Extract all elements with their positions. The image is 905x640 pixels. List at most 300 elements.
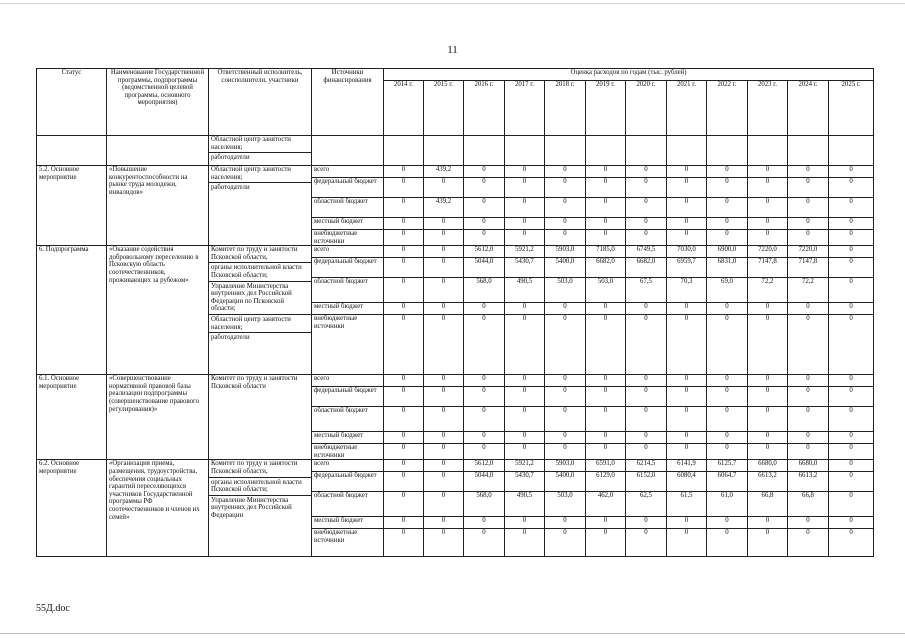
value-cell: 0 xyxy=(384,198,424,218)
value-cell: 0 xyxy=(424,444,464,460)
value-cell: 0 xyxy=(545,444,586,460)
source-cell: всего xyxy=(312,460,384,472)
value-cell: 0 xyxy=(505,432,545,444)
source-cell: местный бюджет xyxy=(312,432,384,444)
value-cell: 0 xyxy=(829,246,874,258)
value-cell: 0 xyxy=(464,432,505,444)
value-cell: 61,5 xyxy=(667,492,707,517)
responsible-cell xyxy=(209,460,312,557)
value-cell: 5430,7 xyxy=(505,258,545,278)
value-cell: 0 xyxy=(626,375,667,387)
value-cell: 0 xyxy=(829,278,874,303)
value-cell: 0 xyxy=(505,517,545,529)
value-cell: 0 xyxy=(545,432,586,444)
value-cell: 0 xyxy=(748,407,788,432)
value-cell: 0 xyxy=(384,278,424,303)
value-cell: 0 xyxy=(829,303,874,315)
value-cell: 0 xyxy=(788,315,829,375)
value-cell: 0 xyxy=(626,444,667,460)
value-cell: 0 xyxy=(424,218,464,230)
source-cell: областной бюджет xyxy=(312,198,384,218)
header-year: 2020 г. xyxy=(626,81,667,136)
value-cell: 0 xyxy=(464,230,505,246)
header-name: Наименование Государственной программы, подпрограммы (ведомственной целевой программы, основного мероприятия) xyxy=(107,69,209,136)
source-cell: местный бюджет xyxy=(312,303,384,315)
value-cell: 0 xyxy=(626,517,667,529)
value-cell: 0 xyxy=(707,529,748,557)
responsible-line: Комитет по труду и занятости Псковской области, xyxy=(211,246,298,261)
value-cell: 490,5 xyxy=(505,278,545,303)
source-cell: областной бюджет xyxy=(312,407,384,432)
value-cell: 0 xyxy=(384,315,424,375)
value-cell: 0 xyxy=(505,529,545,557)
value-cell: 0 xyxy=(788,407,829,432)
value-cell: 439,2 xyxy=(424,198,464,218)
value-cell: 6680,0 xyxy=(748,460,788,472)
value-cell: 0 xyxy=(707,432,748,444)
value-cell: 0 xyxy=(424,472,464,492)
value-cell: 0 xyxy=(707,444,748,460)
table-row xyxy=(37,375,874,387)
table-row xyxy=(37,166,874,178)
value-cell: 0 xyxy=(667,529,707,557)
value-cell: 6680,0 xyxy=(788,460,829,472)
value-cell: 0 xyxy=(829,375,874,387)
header-year: 2016 г. xyxy=(464,81,505,136)
source-cell: внебюджетные источники xyxy=(312,315,384,375)
value-cell: 0 xyxy=(788,387,829,407)
source-cell: всего xyxy=(312,246,384,258)
value-cell: 0 xyxy=(748,432,788,444)
value-cell: 0 xyxy=(667,230,707,246)
value-cell: 0 xyxy=(667,166,707,178)
value-cell: 0 xyxy=(586,303,626,315)
value-cell: 0 xyxy=(788,218,829,230)
value-cell: 0 xyxy=(626,218,667,230)
value-cell: 0 xyxy=(667,375,707,387)
value-cell: 0 xyxy=(626,230,667,246)
value-cell: 7147,8 xyxy=(788,258,829,278)
value-cell: 0 xyxy=(626,315,667,375)
value-cell: 490,5 xyxy=(505,492,545,517)
value-cell: 0 xyxy=(829,432,874,444)
value-cell: 0 xyxy=(788,303,829,315)
header-year: 2015 г. xyxy=(424,81,464,136)
value-cell: 0 xyxy=(667,407,707,432)
value-cell: 0 xyxy=(464,387,505,407)
responsible-line: Управление Министерства внутренних дел Российской Федерации xyxy=(209,495,311,520)
responsible-cell xyxy=(209,166,312,246)
value-cell: 0 xyxy=(464,218,505,230)
value-cell: 0 xyxy=(384,517,424,529)
header-year: 2017 г. xyxy=(505,81,545,136)
value-cell: 0 xyxy=(384,246,424,258)
value-cell: 0 xyxy=(707,218,748,230)
value-cell: 5400,0 xyxy=(545,472,586,492)
name-cell: «Совершенствование нормативной правовой базы реализации подпрограммы (совершенствование правового регулирования)» xyxy=(107,375,209,460)
value-cell: 0 xyxy=(748,315,788,375)
value-cell: 503,0 xyxy=(586,278,626,303)
value-cell: 0 xyxy=(586,375,626,387)
value-cell: 0 xyxy=(545,375,586,387)
value-cell: 0 xyxy=(505,315,545,375)
value-cell: 0 xyxy=(829,529,874,557)
value-cell: 0 xyxy=(626,432,667,444)
value-cell: 0 xyxy=(707,517,748,529)
value-cell: 0 xyxy=(464,444,505,460)
value-cell: 6682,0 xyxy=(586,258,626,278)
value-cell: 0 xyxy=(424,303,464,315)
responsible-line: работодатели xyxy=(209,332,311,342)
value-cell: 0 xyxy=(626,303,667,315)
value-cell: 6959,7 xyxy=(667,258,707,278)
header-status: Статус xyxy=(37,69,107,136)
value-cell: 0 xyxy=(505,375,545,387)
responsible-line: Комитет по труду и занятости Псковской области xyxy=(211,375,298,390)
source-cell: местный бюджет xyxy=(312,218,384,230)
value-cell: 0 xyxy=(707,198,748,218)
responsible-line: органы исполнительной власти Псковской области; xyxy=(209,477,311,494)
value-cell: 0 xyxy=(788,432,829,444)
source-cell: всего xyxy=(312,375,384,387)
value-cell: 0 xyxy=(384,387,424,407)
footer-filename: 55Д.doc xyxy=(36,603,70,614)
value-cell: 0 xyxy=(829,230,874,246)
value-cell: 7220,0 xyxy=(748,246,788,258)
value-cell: 0 xyxy=(748,529,788,557)
value-cell: 66,8 xyxy=(788,492,829,517)
value-cell: 0 xyxy=(788,375,829,387)
value-cell: 62,5 xyxy=(626,492,667,517)
value-cell: 5903,0 xyxy=(545,460,586,472)
value-cell: 0 xyxy=(586,218,626,230)
continuation-status xyxy=(37,136,107,166)
value-cell: 0 xyxy=(586,444,626,460)
value-cell: 0 xyxy=(384,460,424,472)
value-cell: 0 xyxy=(384,303,424,315)
value-cell: 0 xyxy=(707,166,748,178)
page-number: 11 xyxy=(447,44,458,56)
value-cell: 0 xyxy=(464,198,505,218)
source-cell: всего xyxy=(312,166,384,178)
value-cell: 0 xyxy=(788,198,829,218)
status-cell: 6.1. Основное мероприятие xyxy=(37,375,107,460)
value-cell: 0 xyxy=(586,315,626,375)
value-cell: 0 xyxy=(788,166,829,178)
value-cell: 0 xyxy=(424,230,464,246)
value-cell: 0 xyxy=(829,166,874,178)
value-cell: 7185,0 xyxy=(586,246,626,258)
source-cell: внебюджетные источники xyxy=(312,444,384,460)
responsible-line: работодатели xyxy=(209,152,311,162)
value-cell: 0 xyxy=(667,432,707,444)
value-cell: 0 xyxy=(626,198,667,218)
value-cell: 0 xyxy=(586,387,626,407)
value-cell: 67,5 xyxy=(626,278,667,303)
value-cell: 0 xyxy=(545,178,586,198)
value-cell: 0 xyxy=(707,375,748,387)
value-cell: 0 xyxy=(505,166,545,178)
value-cell: 0 xyxy=(667,303,707,315)
value-cell: 6080,4 xyxy=(667,472,707,492)
name-cell: «Организация приема, размещения, трудоустройства, обеспечения социальных гарантий переселяющихся участников Государственной программы РФ соотечественников и членов их семей» xyxy=(107,460,209,557)
value-cell: 439,2 xyxy=(424,166,464,178)
responsible-cell xyxy=(209,375,312,460)
value-cell: 0 xyxy=(829,387,874,407)
source-cell: федеральный бюджет xyxy=(312,178,384,198)
table-row xyxy=(37,246,874,258)
value-cell: 0 xyxy=(505,387,545,407)
value-cell: 0 xyxy=(545,407,586,432)
value-cell: 0 xyxy=(829,517,874,529)
value-cell: 6831,0 xyxy=(707,258,748,278)
value-cell: 0 xyxy=(829,444,874,460)
value-cell: 0 xyxy=(829,218,874,230)
value-cell: 0 xyxy=(384,472,424,492)
responsible-line: Областной центр занятости населения; xyxy=(209,314,311,331)
value-cell: 5430,7 xyxy=(505,472,545,492)
value-cell: 0 xyxy=(667,178,707,198)
value-cell: 0 xyxy=(748,166,788,178)
source-cell: внебюджетные источники xyxy=(312,529,384,557)
value-cell: 0 xyxy=(586,198,626,218)
value-cell: 0 xyxy=(707,230,748,246)
value-cell: 0 xyxy=(748,375,788,387)
value-cell: 0 xyxy=(464,407,505,432)
responsible-line: Областной центр занятости населения; xyxy=(211,166,291,181)
value-cell: 0 xyxy=(586,230,626,246)
value-cell: 0 xyxy=(545,517,586,529)
status-cell: 6.2. Основное мероприятие xyxy=(37,460,107,557)
value-cell: 0 xyxy=(505,444,545,460)
responsible-cell xyxy=(209,246,312,375)
source-cell: внебюджетные источники xyxy=(312,230,384,246)
value-cell: 6214,5 xyxy=(626,460,667,472)
value-cell: 0 xyxy=(788,230,829,246)
value-cell: 0 xyxy=(829,178,874,198)
value-cell: 0 xyxy=(586,178,626,198)
value-cell: 0 xyxy=(505,303,545,315)
value-cell: 568,0 xyxy=(464,278,505,303)
value-cell: 0 xyxy=(505,230,545,246)
value-cell: 0 xyxy=(748,230,788,246)
header-year: 2019 г. xyxy=(586,81,626,136)
value-cell: 69,0 xyxy=(707,278,748,303)
value-cell: 6152,0 xyxy=(626,472,667,492)
status-cell: 5.2. Основное мероприятие xyxy=(37,166,107,246)
value-cell: 0 xyxy=(748,387,788,407)
header-year: 2024 г. xyxy=(788,81,829,136)
value-cell: 6613,2 xyxy=(748,472,788,492)
value-cell: 503,0 xyxy=(545,492,586,517)
value-cell: 0 xyxy=(464,529,505,557)
value-cell: 5044,0 xyxy=(464,258,505,278)
value-cell: 6064,7 xyxy=(707,472,748,492)
value-cell: 0 xyxy=(424,278,464,303)
header-year: 2022 г. xyxy=(707,81,748,136)
value-cell: 0 xyxy=(586,529,626,557)
value-cell: 0 xyxy=(464,303,505,315)
value-cell: 0 xyxy=(384,444,424,460)
value-cell: 0 xyxy=(505,178,545,198)
value-cell: 6613,2 xyxy=(788,472,829,492)
value-cell: 61,0 xyxy=(707,492,748,517)
value-cell: 7030,0 xyxy=(667,246,707,258)
responsible-line: органы исполнительной власти Псковской области; xyxy=(209,262,311,279)
responsible-line: Областной центр занятости населения; xyxy=(211,136,291,151)
value-cell: 0 xyxy=(626,178,667,198)
value-cell: 0 xyxy=(424,432,464,444)
value-cell: 5921,2 xyxy=(505,246,545,258)
value-cell: 0 xyxy=(788,444,829,460)
source-cell: областной бюджет xyxy=(312,278,384,303)
value-cell: 0 xyxy=(829,460,874,472)
value-cell: 0 xyxy=(384,178,424,198)
value-cell: 0 xyxy=(707,407,748,432)
value-cell: 0 xyxy=(829,492,874,517)
value-cell: 0 xyxy=(424,246,464,258)
value-cell: 0 xyxy=(707,387,748,407)
value-cell: 0 xyxy=(545,230,586,246)
value-cell: 0 xyxy=(545,303,586,315)
value-cell: 72,2 xyxy=(788,278,829,303)
value-cell: 0 xyxy=(424,517,464,529)
continuation-source xyxy=(312,136,384,166)
value-cell: 6900,0 xyxy=(707,246,748,258)
header-year: 2018 г. xyxy=(545,81,586,136)
value-cell: 0 xyxy=(748,218,788,230)
value-cell: 0 xyxy=(707,303,748,315)
header-sources: Источники финансирования xyxy=(312,69,384,136)
value-cell: 5612,0 xyxy=(464,460,505,472)
value-cell: 0 xyxy=(626,166,667,178)
value-cell: 0 xyxy=(829,407,874,432)
name-cell: «Оказание содействия добровольному переселению в Псковскую область соотечественников, проживающих за рубежом» xyxy=(107,246,209,375)
scan-edge-top xyxy=(0,3,905,4)
value-cell: 0 xyxy=(545,198,586,218)
source-cell: федеральный бюджет xyxy=(312,387,384,407)
header-responsible: Ответственный исполнитель, соисполнители, участники xyxy=(209,69,312,136)
value-cell: 5400,0 xyxy=(545,258,586,278)
value-cell: 6129,0 xyxy=(586,472,626,492)
value-cell: 0 xyxy=(505,407,545,432)
value-cell: 0 xyxy=(464,315,505,375)
value-cell: 0 xyxy=(667,315,707,375)
responsible-line: Управление Министерства внутренних дел Российской Федерации по Псковской области; xyxy=(209,281,311,313)
value-cell: 0 xyxy=(748,303,788,315)
value-cell: 6591,0 xyxy=(586,460,626,472)
responsible-line: Комитет по труду и занятости Псковской области, xyxy=(211,460,298,475)
source-cell: местный бюджет xyxy=(312,517,384,529)
value-cell: 0 xyxy=(829,198,874,218)
header-year: 2021 г. xyxy=(667,81,707,136)
value-cell: 0 xyxy=(748,517,788,529)
value-cell: 0 xyxy=(626,407,667,432)
value-cell: 6749,5 xyxy=(626,246,667,258)
value-cell: 0 xyxy=(545,166,586,178)
value-cell: 0 xyxy=(586,407,626,432)
value-cell: 0 xyxy=(424,460,464,472)
value-cell: 0 xyxy=(586,517,626,529)
value-cell: 0 xyxy=(424,529,464,557)
value-cell: 0 xyxy=(464,178,505,198)
value-cell: 70,3 xyxy=(667,278,707,303)
value-cell: 0 xyxy=(707,178,748,198)
value-cell: 462,0 xyxy=(586,492,626,517)
header-year: 2023 г. xyxy=(748,81,788,136)
header-year: 2025 г. xyxy=(829,81,874,136)
value-cell: 0 xyxy=(424,387,464,407)
value-cell: 0 xyxy=(788,529,829,557)
responsible-line: работодатели xyxy=(209,182,311,192)
value-cell: 0 xyxy=(545,218,586,230)
value-cell: 0 xyxy=(424,258,464,278)
value-cell: 0 xyxy=(586,432,626,444)
value-cell: 0 xyxy=(748,178,788,198)
value-cell: 0 xyxy=(424,492,464,517)
value-cell: 0 xyxy=(424,375,464,387)
value-cell: 0 xyxy=(464,166,505,178)
value-cell: 6141,9 xyxy=(667,460,707,472)
value-cell: 503,0 xyxy=(545,278,586,303)
value-cell: 0 xyxy=(788,517,829,529)
value-cell: 6682,0 xyxy=(626,258,667,278)
name-cell: «Повышение конкурентоспособности на рынке труда молодежи, инвалидов» xyxy=(107,166,209,246)
value-cell: 0 xyxy=(424,178,464,198)
value-cell: 0 xyxy=(667,517,707,529)
value-cell: 0 xyxy=(707,315,748,375)
value-cell: 0 xyxy=(384,492,424,517)
value-cell: 0 xyxy=(626,387,667,407)
value-cell: 0 xyxy=(384,230,424,246)
header-estimate: Оценка расходов по годам (тыс. рублей) xyxy=(384,69,874,81)
source-cell: федеральный бюджет xyxy=(312,472,384,492)
value-cell: 0 xyxy=(748,444,788,460)
value-cell: 0 xyxy=(545,387,586,407)
continuation-row xyxy=(37,136,874,166)
value-cell: 0 xyxy=(829,258,874,278)
value-cell: 0 xyxy=(384,432,424,444)
value-cell: 0 xyxy=(545,529,586,557)
source-cell: федеральный бюджет xyxy=(312,258,384,278)
value-cell: 5921,2 xyxy=(505,460,545,472)
value-cell: 66,8 xyxy=(748,492,788,517)
value-cell: 0 xyxy=(384,407,424,432)
value-cell: 6125,7 xyxy=(707,460,748,472)
value-cell: 0 xyxy=(667,218,707,230)
header-year: 2014 г. xyxy=(384,81,424,136)
value-cell: 0 xyxy=(505,198,545,218)
value-cell: 0 xyxy=(626,529,667,557)
value-cell: 0 xyxy=(424,315,464,375)
value-cell: 7220,0 xyxy=(788,246,829,258)
value-cell: 0 xyxy=(424,407,464,432)
source-cell: областной бюджет xyxy=(312,492,384,517)
value-cell: 0 xyxy=(788,178,829,198)
value-cell: 0 xyxy=(384,218,424,230)
continuation-name xyxy=(107,136,209,166)
value-cell: 7147,8 xyxy=(748,258,788,278)
value-cell: 0 xyxy=(586,166,626,178)
value-cell: 0 xyxy=(505,218,545,230)
expenditure-table xyxy=(36,68,874,557)
value-cell: 0 xyxy=(667,387,707,407)
value-cell: 0 xyxy=(384,258,424,278)
value-cell: 0 xyxy=(384,375,424,387)
value-cell: 0 xyxy=(545,315,586,375)
value-cell: 0 xyxy=(384,166,424,178)
value-cell: 5044,0 xyxy=(464,472,505,492)
